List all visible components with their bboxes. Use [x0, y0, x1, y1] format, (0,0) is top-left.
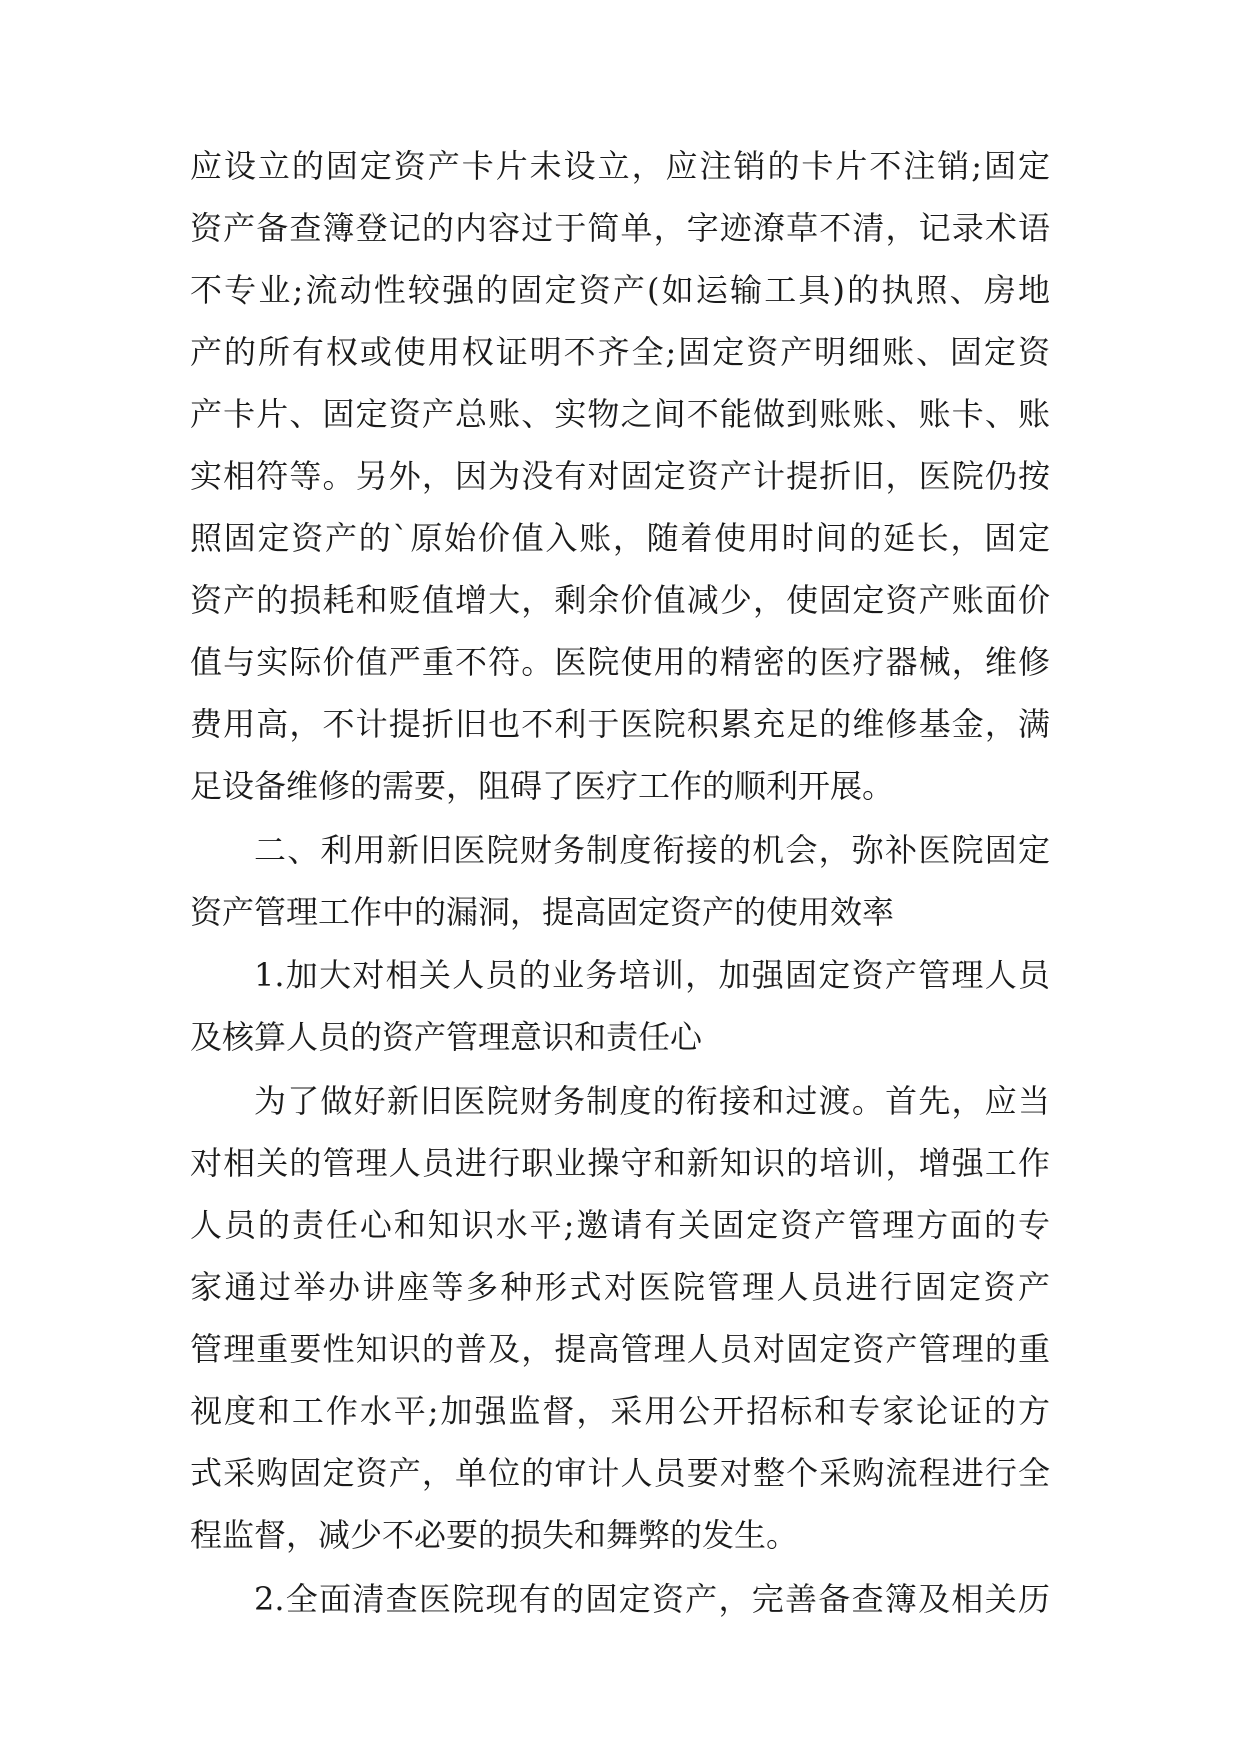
text-line: 不专业;流动性较强的固定资产(如运输工具)的执照、房地 — [190, 271, 1050, 309]
section-heading-line: 二、利用新旧医院财务制度衔接的机会，弥补医院固定 — [254, 831, 1050, 869]
text-line: 家通过举办讲座等多种形式对医院管理人员进行固定资产 — [190, 1268, 1050, 1306]
text-line: 产的所有权或使用权证明不齐全;固定资产明细账、固定资 — [190, 333, 1050, 371]
text-line: 足设备维修的需要，阻碍了医疗工作的顺利开展。 — [190, 767, 895, 805]
section-heading-line: 资产管理工作中的漏洞，提高固定资产的使用效率 — [190, 893, 895, 931]
text-line: 资产备查簿登记的内容过于简单，字迹潦草不清，记录术语 — [190, 209, 1050, 247]
text-line: 为了做好新旧医院财务制度的衔接和过渡。首先，应当 — [254, 1082, 1050, 1120]
text-line: 对相关的管理人员进行职业操守和新知识的培训，增强工作 — [190, 1144, 1050, 1182]
text-line: 产卡片、固定资产总账、实物之间不能做到账账、账卡、账 — [190, 395, 1050, 433]
subheading-line: 及核算人员的资产管理意识和责任心 — [190, 1018, 703, 1056]
text-line: 实相符等。另外，因为没有对固定资产计提折旧，医院仍按 — [190, 457, 1050, 495]
text-line: 应设立的固定资产卡片未设立，应注销的卡片不注销;固定 — [190, 147, 1050, 185]
text-line: 管理重要性知识的普及，提高管理人员对固定资产管理的重 — [190, 1330, 1050, 1368]
text-line: 人员的责任心和知识水平;邀请有关固定资产管理方面的专 — [190, 1206, 1050, 1244]
text-line: 资产的损耗和贬值增大，剩余价值减少，使固定资产账面价 — [190, 581, 1050, 619]
subheading-line: 1.加大对相关人员的业务培训，加强固定资产管理人员 — [254, 956, 1050, 994]
subheading-line: 2.全面清查医院现有的固定资产，完善备查簿及相关历 — [254, 1580, 1050, 1618]
text-line: 程监督，减少不必要的损失和舞弊的发生。 — [190, 1516, 799, 1554]
text-line: 式采购固定资产，单位的审计人员要对整个采购流程进行全 — [190, 1454, 1050, 1492]
text-line: 费用高，不计提折旧也不利于医院积累充足的维修基金，满 — [190, 705, 1050, 743]
text-line: 值与实际价值严重不符。医院使用的精密的医疗器械，维修 — [190, 643, 1050, 681]
text-line: 视度和工作水平;加强监督，采用公开招标和专家论证的方 — [190, 1392, 1050, 1430]
text-line: 照固定资产的`原始价值入账，随着使用时间的延长，固定 — [190, 519, 1050, 557]
